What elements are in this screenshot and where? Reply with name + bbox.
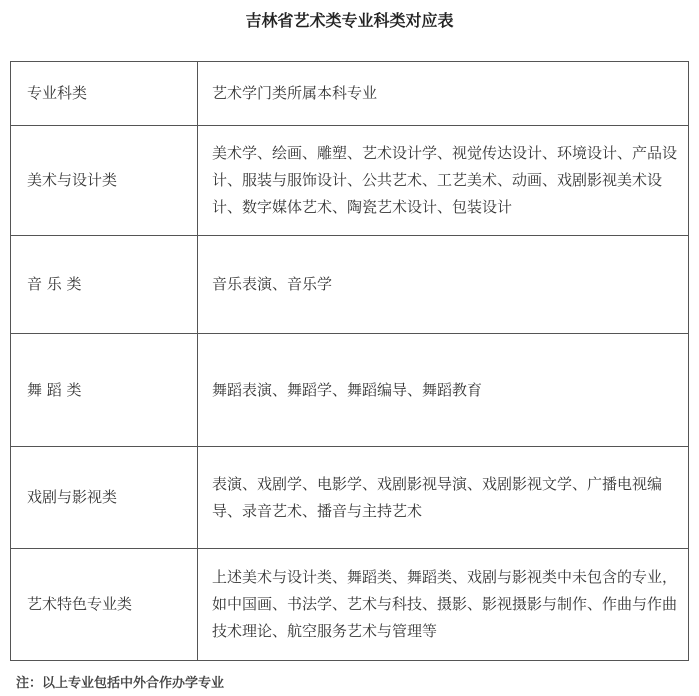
majors-cell: 音乐表演、音乐学	[198, 236, 689, 334]
table-row	[11, 549, 689, 661]
table-row	[11, 447, 689, 549]
category-cell: 艺术特色专业类	[11, 549, 198, 661]
majors-cell: 美术学、绘画、雕塑、艺术设计学、视觉传达设计、环境设计、产品设计、服装与服饰设计、公共艺术、工艺美术、动画、戏剧影视美术设计、数字媒体艺术、陶瓷艺术设计、包装设计	[198, 126, 689, 236]
table-header-row	[11, 62, 689, 126]
table-row	[11, 334, 689, 447]
table-row	[11, 236, 689, 334]
majors-cell: 舞蹈表演、舞蹈学、舞蹈编导、舞蹈教育	[198, 334, 689, 447]
category-cell: 美术与设计类	[11, 126, 198, 236]
category-cell: 舞 蹈 类	[11, 334, 198, 447]
major-category-table	[10, 61, 689, 661]
header-majors-cell: 艺术学门类所属本科专业	[198, 62, 689, 126]
page-title: 吉林省艺术类专业科类对应表	[245, 11, 454, 30]
majors-cell: 表演、戏剧学、电影学、戏剧影视导演、戏剧影视文学、广播电视编导、录音艺术、播音与主持艺术	[198, 447, 689, 549]
footnote: 注：以上专业包括中外合作办学专业	[16, 676, 225, 691]
table-row	[11, 126, 689, 236]
category-cell: 音 乐 类	[11, 236, 198, 334]
header-category-cell: 专业科类	[11, 62, 198, 126]
majors-cell: 上述美术与设计类、舞蹈类、舞蹈类、戏剧与影视类中未包含的专业，如中国画、书法学、艺术与科技、摄影、影视摄影与制作、作曲与作曲技术理论、航空服务艺术与管理等	[198, 549, 689, 661]
category-cell: 戏剧与影视类	[11, 447, 198, 549]
